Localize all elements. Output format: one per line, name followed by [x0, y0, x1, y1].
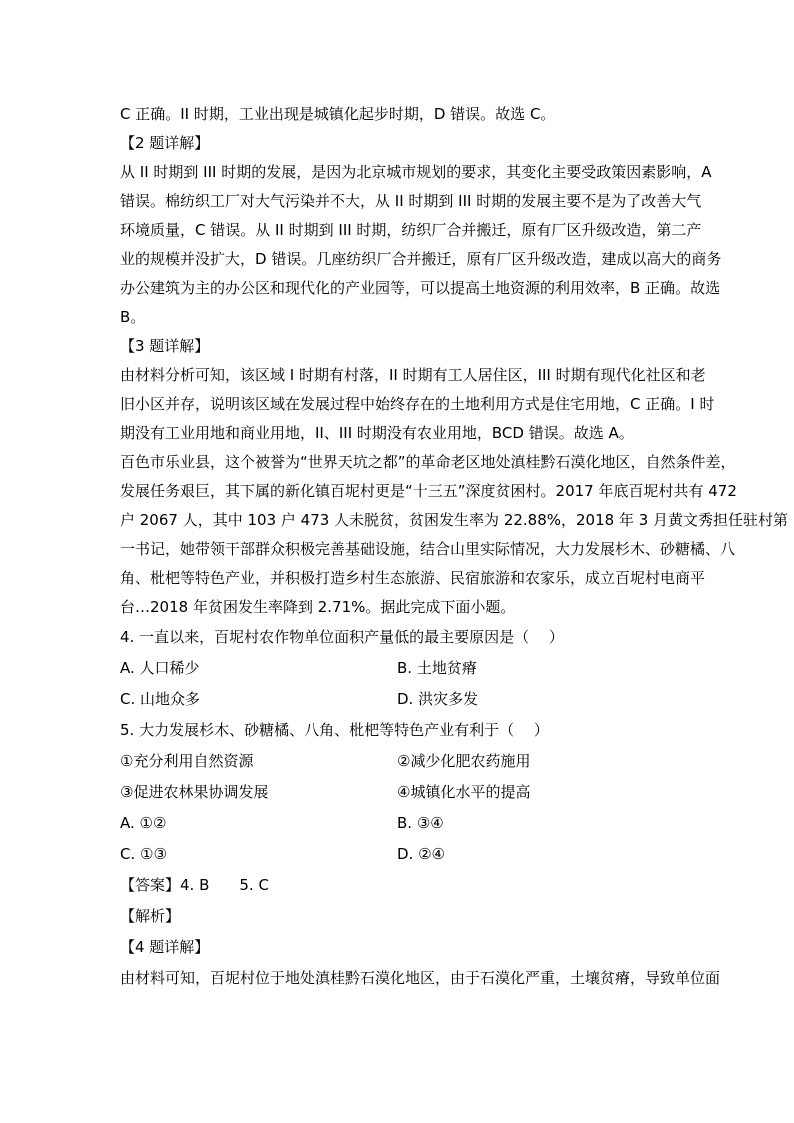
- option-b: B. ③④: [397, 814, 444, 832]
- text-line: 发展任务艰巨，其下属的新化镇百坭村更是“十三五”深度贫困村。2017 年底百坭村共有 472: [120, 482, 737, 500]
- text-line: B。: [120, 308, 146, 326]
- item-3: ③促进农林果协调发展: [120, 783, 269, 801]
- text-line: 办公建筑为主的办公区和现代化的产业园等，可以提高土地资源的利用效率，B 正确。故选: [120, 279, 721, 297]
- text-line: 环境质量，C 错误。从 II 时期到 III 时期，纺织厂合并搬迁，原有厂区升级改造，第二产: [120, 221, 702, 239]
- question-4-options-row: [120, 684, 680, 715]
- document-page: [120, 100, 789, 994]
- section-heading: 【解析】: [120, 907, 181, 925]
- option-d: D. 洪灾多发: [397, 690, 479, 708]
- section-heading: 【2 题详解】: [120, 134, 210, 152]
- text-line: 一书记，她带领干部群众积极完善基础设施，结合山里实际情况，大力发展杉木、砂糖橘、八: [120, 540, 736, 558]
- option-b: B. 土地贫瘠: [397, 659, 477, 677]
- text-line: 由材料可知，百坭村位于地处滇桂黔石漠化地区，由于石漠化严重，土壤贫瘠，导致单位面: [120, 969, 721, 987]
- option-c: C. 山地众多: [120, 690, 201, 708]
- text-line: 由材料分析可知，该区域 I 时期有村落，II 时期有工人居住区，III 时期有现代化社区和老: [120, 366, 706, 384]
- question-5-options-row: [120, 839, 680, 870]
- question-5-items-row: [120, 746, 680, 777]
- question-5-items-row: [120, 777, 680, 808]
- answer-line: 【答案】4. B 5. C: [120, 876, 269, 894]
- text-line: 从 II 时期到 III 时期的发展，是因为北京城市规划的要求，其变化主要受政策因素影响，A: [120, 163, 712, 181]
- section-heading: 【4 题详解】: [120, 938, 210, 956]
- option-a: A. 人口稀少: [120, 659, 200, 677]
- text-line: 错误。棉纺织工厂对大气污染并不大，从 II 时期到 III 时期的发展主要不是为了改善大气: [120, 192, 702, 210]
- text-line: 期没有工业用地和商业用地，II、III 时期没有农业用地，BCD 错误。故选 A。: [120, 424, 634, 442]
- item-4: ④城镇化水平的提高: [397, 783, 531, 801]
- item-2: ②减少化肥农药施用: [397, 752, 531, 770]
- question-4-options-row: [120, 653, 680, 684]
- text-line: 旧小区并存，说明该区域在发展过程中始终存在的土地利用方式是住宅用地，C 正确。I 时: [120, 395, 715, 413]
- section-heading: 【3 题详解】: [120, 337, 210, 355]
- item-1: ①充分利用自然资源: [120, 752, 254, 770]
- text-line: 业的规模并没扩大，D 错误。几座纺织厂合并搬迁，原有厂区升级改造，建成以高大的商务: [120, 250, 722, 268]
- option-d: D. ②④: [397, 845, 445, 863]
- question-5-stem: 5. 大力发展杉木、砂糖橘、八角、枇杷等特色产业有利于（ ）: [120, 721, 549, 739]
- question-5-options-row: [120, 808, 680, 839]
- text-line: 百色市乐业县，这个被誉为“世界天坑之都”的革命老区地处滇桂黔石漠化地区，自然条件差，: [120, 453, 736, 471]
- text-line: 户 2067 人，其中 103 户 473 人未脱贫，贫困发生率为 22.88%，2018 年 3 月黄文秀担任驻村第: [120, 511, 789, 529]
- text-line: C 正确。II 时期，工业出现是城镇化起步时期，D 错误。故选 C。: [120, 105, 556, 123]
- text-line: 台…2018 年贫困发生率降到 2.71%。据此完成下面小题。: [120, 598, 516, 616]
- option-c: C. ①③: [120, 845, 167, 863]
- text-line: 角、枇杷等特色产业，并积极打造乡村生态旅游、民宿旅游和农家乐，成立百坭村电商平: [120, 569, 706, 587]
- question-4-stem: 4. 一直以来，百坭村农作物单位面积产量低的最主要原因是（ ）: [120, 628, 564, 646]
- option-a: A. ①②: [120, 814, 167, 832]
